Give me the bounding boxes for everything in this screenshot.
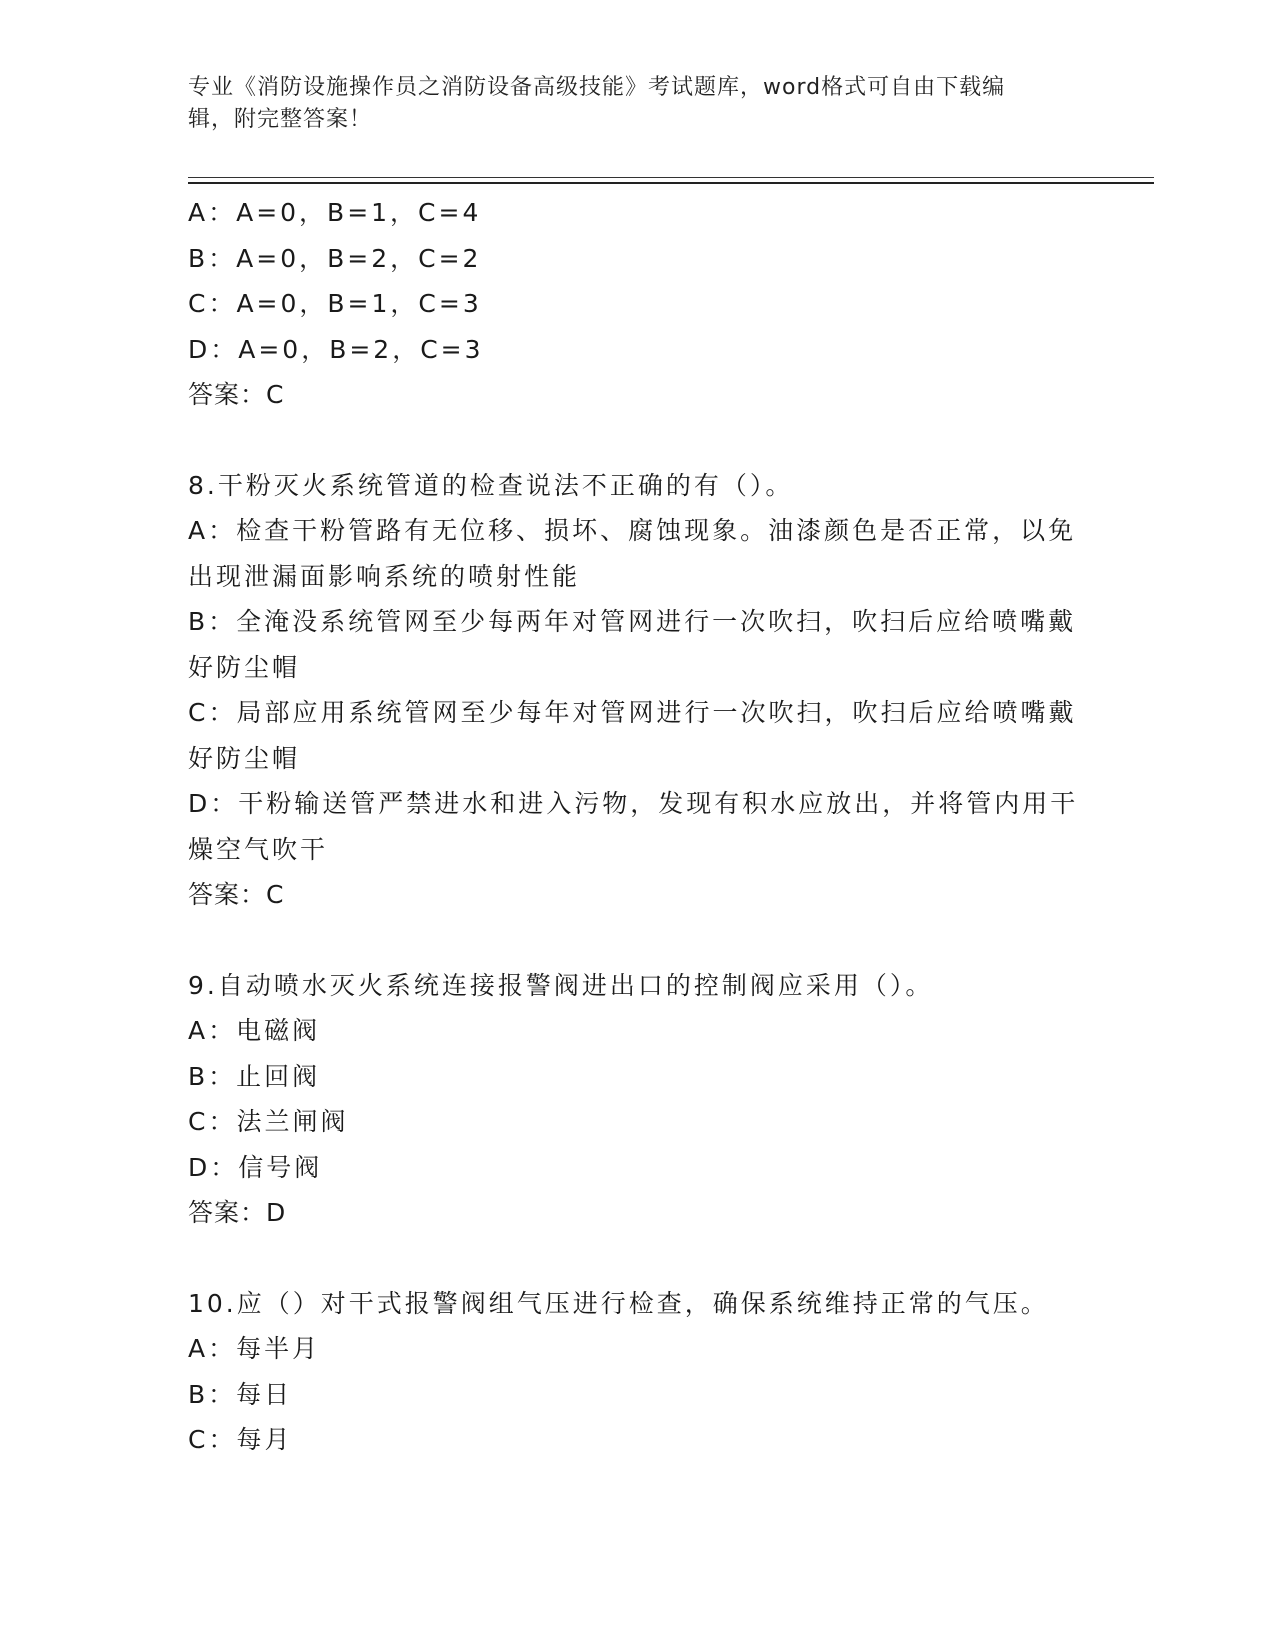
q10-option-c: C：每月 xyxy=(188,1425,293,1454)
q9-option-b: B：止回阀 xyxy=(188,1061,321,1091)
spacer xyxy=(188,918,1088,963)
q7-answer: 答案：C xyxy=(188,380,285,409)
spacer xyxy=(188,1236,1088,1281)
q7-option-a: A：A=0，B=1，C=4 xyxy=(188,198,482,227)
q8-stem: 8.干粉灭火系统管道的检查说法不正确的有（）。 xyxy=(188,470,794,500)
q8-option-b: B：全淹没系统管网至少每两年对管网进行一次吹扫，吹扫后应给喷嘴戴好防尘帽 xyxy=(188,607,1077,682)
question-8 xyxy=(188,463,1088,918)
q9-option-d: D：信号阀 xyxy=(188,1152,323,1182)
q9-stem: 9.自动喷水灭火系统连接报警阀进出口的控制阀应采用（）。 xyxy=(188,970,934,1000)
document-header xyxy=(188,72,1068,136)
question-list xyxy=(188,190,1088,1463)
header-line-2: 辑，附完整答案！ xyxy=(188,107,373,132)
q8-option-d: D：干粉输送管严禁进水和进入污物，发现有积水应放出，并将管内用干燥空气吹干 xyxy=(188,789,1079,864)
spacer xyxy=(188,418,1088,463)
question-7 xyxy=(188,190,1088,418)
question-9 xyxy=(188,963,1088,1236)
q9-answer: 答案：D xyxy=(188,1198,287,1227)
q10-option-a: A：每半月 xyxy=(188,1334,321,1363)
header-line-1: 专业《消防设施操作员之消防设备高级技能》考试题库，word格式可自由下载编 xyxy=(188,75,1006,100)
header-rule-thick xyxy=(188,182,1154,184)
q8-answer: 答案：C xyxy=(188,880,285,909)
q9-option-c: C：法兰闸阀 xyxy=(188,1107,349,1136)
q8-option-c: C：局部应用系统管网至少每年对管网进行一次吹扫，吹扫后应给喷嘴戴好防尘帽 xyxy=(188,698,1077,773)
q7-option-d: D：A=0，B=2，C=3 xyxy=(188,334,484,364)
q7-option-c: C：A=0，B=1，C=3 xyxy=(188,289,482,318)
q9-option-a: A：电磁阀 xyxy=(188,1016,321,1045)
q10-stem: 10.应（）对干式报警阀组气压进行检查，确保系统维持正常的气压。 xyxy=(188,1288,1049,1318)
q8-option-a: A：检查干粉管路有无位移、损坏、腐蚀现象。油漆颜色是否正常，以免出现泄漏面影响系统的喷射性能 xyxy=(188,516,1077,591)
q10-option-b: B：每日 xyxy=(188,1379,293,1409)
question-10 xyxy=(188,1281,1088,1463)
q7-option-b: B：A=0，B=2，C=2 xyxy=(188,243,482,273)
header-rule-thin xyxy=(188,177,1154,178)
